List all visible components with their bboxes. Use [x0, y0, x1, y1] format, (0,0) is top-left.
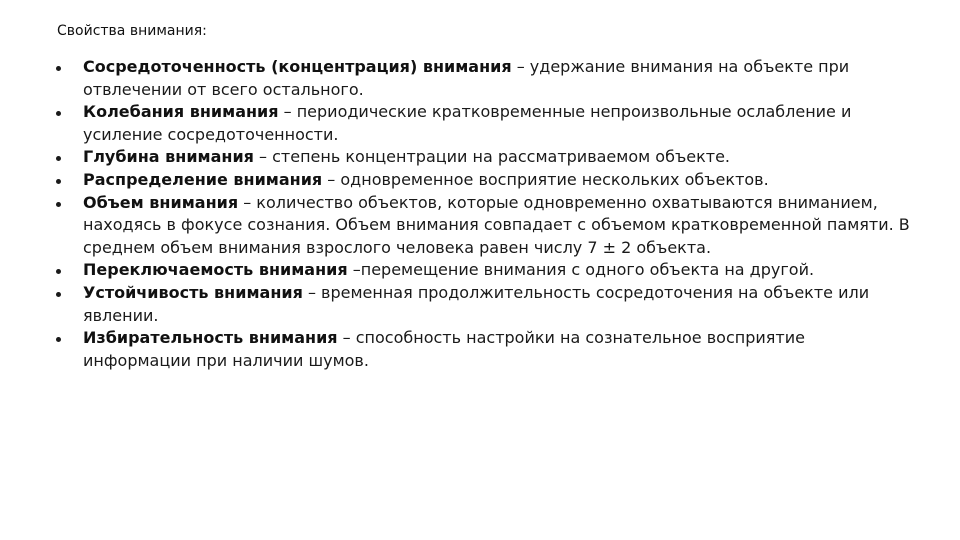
item-definition: – временная продолжительность сосредоточения на объекте или явлении.	[83, 282, 870, 325]
item-term: Объем внимания	[83, 192, 239, 212]
list-item	[56, 56, 916, 101]
item-definition: – удержание внимания на объекте при отвлечении от всего остального.	[83, 57, 850, 99]
bullet-icon	[56, 179, 61, 184]
item-definition: –перемещение внимания с одного объекта на другой.	[347, 260, 815, 280]
item-definition: – способность настройки на сознательное восприятие информации при наличии шумов.	[83, 328, 805, 370]
bullet-icon	[56, 337, 61, 342]
properties-list	[56, 56, 916, 372]
page-title: Свойства внимания:	[57, 23, 207, 39]
item-definition: – количество объектов, которые одновременно охватываются вниманием, находясь в фокусе сознания. Объем внимания совпадает с объемом кратковременной памяти. В среднем объем внимания взрослого человека равен числу 7 ± 2 объекта.	[83, 192, 910, 257]
list-item	[56, 192, 916, 260]
list-item	[56, 101, 916, 146]
bullet-icon	[56, 111, 61, 116]
bullet-icon	[56, 156, 61, 161]
bullet-icon	[56, 202, 61, 207]
item-term: Колебания внимания	[83, 102, 279, 122]
item-term: Сосредоточенность (концентрация) внимания	[83, 57, 512, 76]
list-item	[56, 282, 916, 327]
list-item	[56, 146, 916, 169]
item-term: Глубина внимания	[83, 147, 254, 167]
bullet-icon	[56, 269, 61, 274]
item-definition: – степень концентрации на рассматриваемом объекте.	[253, 147, 730, 167]
list-item	[56, 169, 916, 192]
item-definition: – одновременное восприятие нескольких объектов.	[322, 169, 769, 189]
list-item	[56, 259, 916, 282]
item-term: Переключаемость внимания	[83, 260, 348, 280]
list-item	[56, 327, 916, 372]
item-term: Избирательность внимания	[83, 328, 338, 348]
item-definition: – периодические кратковременные непроизвольные ослабление и усиление сосредоточенности.	[83, 102, 852, 144]
item-term: Устойчивость внимания	[83, 282, 303, 302]
item-term: Распределение внимания	[83, 169, 323, 189]
bullet-icon	[56, 292, 61, 297]
bullet-icon	[56, 66, 61, 71]
